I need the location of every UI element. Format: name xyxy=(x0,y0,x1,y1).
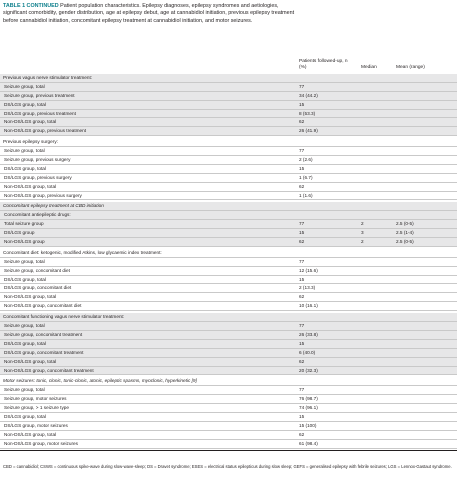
table-body xyxy=(0,72,457,451)
table-section xyxy=(0,74,457,136)
row-label: Non-DS/LGS group, previous surgery xyxy=(4,192,82,198)
caption-text: Patient population characteristics. Epilepsy diagnoses, epilepsy syndromes and aetiologies, significant comorbidity, gender distribution, age at epilepsy debut, age at cannabidiol initiation, previous epilepsy treatment before cannabidiol initiation, concomitant epilepsy treatment at cannabidiol initiation, and motor seizures. xyxy=(3,3,295,24)
row-label: Non-DS/LGS group, concomitant treatment xyxy=(4,367,94,373)
section-title: Concomitant diet: ketogenic, modified Atkins, low glycaemic index treatment: xyxy=(3,249,162,255)
table-row xyxy=(0,284,457,293)
cell-mean: 2.5 (0-5) xyxy=(396,239,414,245)
cell-followed: 61 (98.4) xyxy=(299,440,318,446)
cell-mean: 2.5 (0-5) xyxy=(396,221,414,227)
row-label: Non-DS/LGS group xyxy=(4,239,45,245)
cell-followed: 6 (40.0) xyxy=(299,349,316,355)
table-row xyxy=(0,101,457,110)
cell-followed: 20 (32.3) xyxy=(299,367,318,373)
row-label: DS/LGS group xyxy=(4,230,35,236)
table-row xyxy=(0,127,457,136)
section-title-row xyxy=(0,202,457,211)
column-header-median: Median xyxy=(361,65,377,70)
row-label: DS/LGS group, total xyxy=(4,276,46,282)
row-label: Total seizure group xyxy=(4,221,44,227)
table-row xyxy=(0,92,457,101)
table-row xyxy=(0,367,457,376)
cell-followed: 77 xyxy=(299,258,305,264)
table-row xyxy=(0,322,457,331)
cell-followed: 10 (16.1) xyxy=(299,303,318,309)
row-label: DS/LGS group, total xyxy=(4,101,46,107)
table-bottom-rule xyxy=(0,450,457,451)
row-label: Non-DS/LGS group, total xyxy=(4,431,57,437)
table-row xyxy=(0,413,457,422)
table-row xyxy=(0,220,457,229)
row-label: DS/LGS group, motor seizures xyxy=(4,422,68,428)
table-section xyxy=(0,313,457,375)
cell-followed: 15 (100) xyxy=(299,422,317,428)
table-section xyxy=(0,249,457,311)
table-row xyxy=(0,174,457,183)
cell-followed: 15 xyxy=(299,230,305,236)
row-label: DS/LGS group, concomitant treatment xyxy=(4,349,84,355)
cell-followed: 15 xyxy=(299,101,305,107)
cell-median: 2 xyxy=(361,221,364,227)
table-row xyxy=(0,183,457,192)
cell-followed: 15 xyxy=(299,413,305,419)
cell-followed: 1 (6.7) xyxy=(299,174,313,180)
section-title: Concomitant epilepsy treatment at CBD initiation xyxy=(3,203,104,209)
table-row xyxy=(0,110,457,119)
section-title-row xyxy=(0,138,457,147)
row-label: Seizure group, > 1 seizure type xyxy=(4,405,70,411)
table-row xyxy=(0,229,457,238)
cell-followed: 15 xyxy=(299,340,305,346)
cell-followed: 26 (33.8) xyxy=(299,331,318,337)
section-title: Previous vagus nerve stimulator treatment: xyxy=(3,75,93,80)
row-label: DS/LGS group, previous treatment xyxy=(4,110,76,116)
table-row xyxy=(0,147,457,156)
column-header-mean: Mean (range) xyxy=(396,65,425,70)
row-label: Non-DS/LGS group, total xyxy=(4,119,57,125)
row-label: Non-DS/LGS group, concomitant diet xyxy=(4,303,82,309)
table-section xyxy=(0,202,457,246)
table-row xyxy=(0,422,457,431)
row-label: DS/LGS group, total xyxy=(4,340,46,346)
table-caption xyxy=(3,3,303,25)
section-title: Motor seizures: tonic, clonic, tonic-clonic, atonic, epileptic spasms, myoclonic, hyperkinetic [9] xyxy=(3,378,197,384)
cell-followed: 2 (2.6) xyxy=(299,157,313,163)
column-header-followed: Patients followed-up, n (%) xyxy=(299,59,348,70)
row-label: Non-DS/LGS group, previous treatment xyxy=(4,128,87,134)
table-row xyxy=(0,404,457,413)
table-label: TABLE 1 CONTINUED xyxy=(3,3,59,9)
row-label: Concomitant antiepileptic drugs: xyxy=(4,212,71,218)
table-row xyxy=(0,440,457,449)
cell-followed: 77 xyxy=(299,387,305,393)
cell-followed: 62 xyxy=(299,358,305,364)
row-label: Seizure group, previous treatment xyxy=(4,92,75,98)
section-title-row xyxy=(0,74,457,83)
table-row xyxy=(0,276,457,285)
cell-followed: 12 (15.6) xyxy=(299,267,318,273)
table-row xyxy=(0,238,457,247)
table-row xyxy=(0,386,457,395)
cell-followed: 74 (96.1) xyxy=(299,405,318,411)
cell-followed: 26 (41.9) xyxy=(299,128,318,134)
cell-followed: 34 (44.2) xyxy=(299,92,318,98)
table-row xyxy=(0,349,457,358)
row-label: Non-DS/LGS group, total xyxy=(4,358,57,364)
cell-median: 3 xyxy=(361,230,364,236)
table-row xyxy=(0,302,457,311)
cell-followed: 62 xyxy=(299,119,305,125)
row-label: Seizure group, total xyxy=(4,323,45,329)
table-row xyxy=(0,83,457,92)
row-label: Seizure group, total xyxy=(4,148,45,154)
row-label: Seizure group, motor seizures xyxy=(4,396,67,402)
section-title-row xyxy=(0,249,457,258)
table-row xyxy=(0,358,457,367)
cell-followed: 77 xyxy=(299,221,305,227)
table-row xyxy=(0,267,457,276)
cell-followed: 77 xyxy=(299,83,305,89)
table-row xyxy=(0,192,457,201)
section-title-row xyxy=(0,313,457,322)
table-row xyxy=(0,395,457,404)
cell-followed: 1 (1.6) xyxy=(299,192,313,198)
section-title: Previous epilepsy surgery: xyxy=(3,139,58,145)
row-label: Seizure group, total xyxy=(4,83,45,89)
cell-mean: 2.5 (1-4) xyxy=(396,230,414,236)
row-label: Non-DS/LGS group, total xyxy=(4,183,57,189)
table-row xyxy=(0,431,457,440)
cell-followed: 77 xyxy=(299,323,305,329)
row-label: Non-DS/LGS group, motor seizures xyxy=(4,440,78,446)
cell-followed: 62 xyxy=(299,183,305,189)
cell-followed: 8 (53.3) xyxy=(299,110,316,116)
row-label: DS/LGS group, total xyxy=(4,413,46,419)
section-title: Concomitant functioning vagus nerve stimulator treatment: xyxy=(3,314,125,320)
cell-followed: 62 xyxy=(299,239,305,245)
table-row xyxy=(0,293,457,302)
cell-followed: 15 xyxy=(299,165,305,171)
row-label: Seizure group, previous surgery xyxy=(4,157,71,163)
row-label: Non-DS/LGS group, total xyxy=(4,294,57,300)
cell-followed: 62 xyxy=(299,294,305,300)
table-row xyxy=(0,165,457,174)
row-label: Seizure group, total xyxy=(4,387,45,393)
section-title-row xyxy=(0,377,457,386)
cell-median: 2 xyxy=(361,239,364,245)
row-label: DS/LGS group, previous surgery xyxy=(4,174,72,180)
table-row xyxy=(0,211,457,220)
row-label: Seizure group, concomitant treatment xyxy=(4,331,83,337)
cell-followed: 2 (13.3) xyxy=(299,285,316,291)
table-row xyxy=(0,340,457,349)
table-row xyxy=(0,258,457,267)
cell-followed: 76 (98.7) xyxy=(299,396,318,402)
row-label: Seizure group, total xyxy=(4,258,45,264)
cell-followed: 15 xyxy=(299,276,305,282)
table-section xyxy=(0,377,457,448)
table-section xyxy=(0,138,457,200)
row-label: DS/LGS group, total xyxy=(4,165,46,171)
table-row xyxy=(0,156,457,165)
row-label: DS/LGS group, concomitant diet xyxy=(4,285,72,291)
table-row xyxy=(0,118,457,127)
table-row xyxy=(0,331,457,340)
row-label: Seizure group, concomitant diet xyxy=(4,267,70,273)
cell-followed: 77 xyxy=(299,148,305,154)
cell-followed: 62 xyxy=(299,431,305,437)
table-footnote: CBD = cannabidiol; CSWS = continuous spike-wave during slow-wave-sleep; DS = Dravet syndrome; ESES = electrical status epilepticus during slow sleep; GEFS = generalised epilepsy with febrile seizures; LGS = Lennox-Gastaut syndrome. xyxy=(3,464,452,469)
